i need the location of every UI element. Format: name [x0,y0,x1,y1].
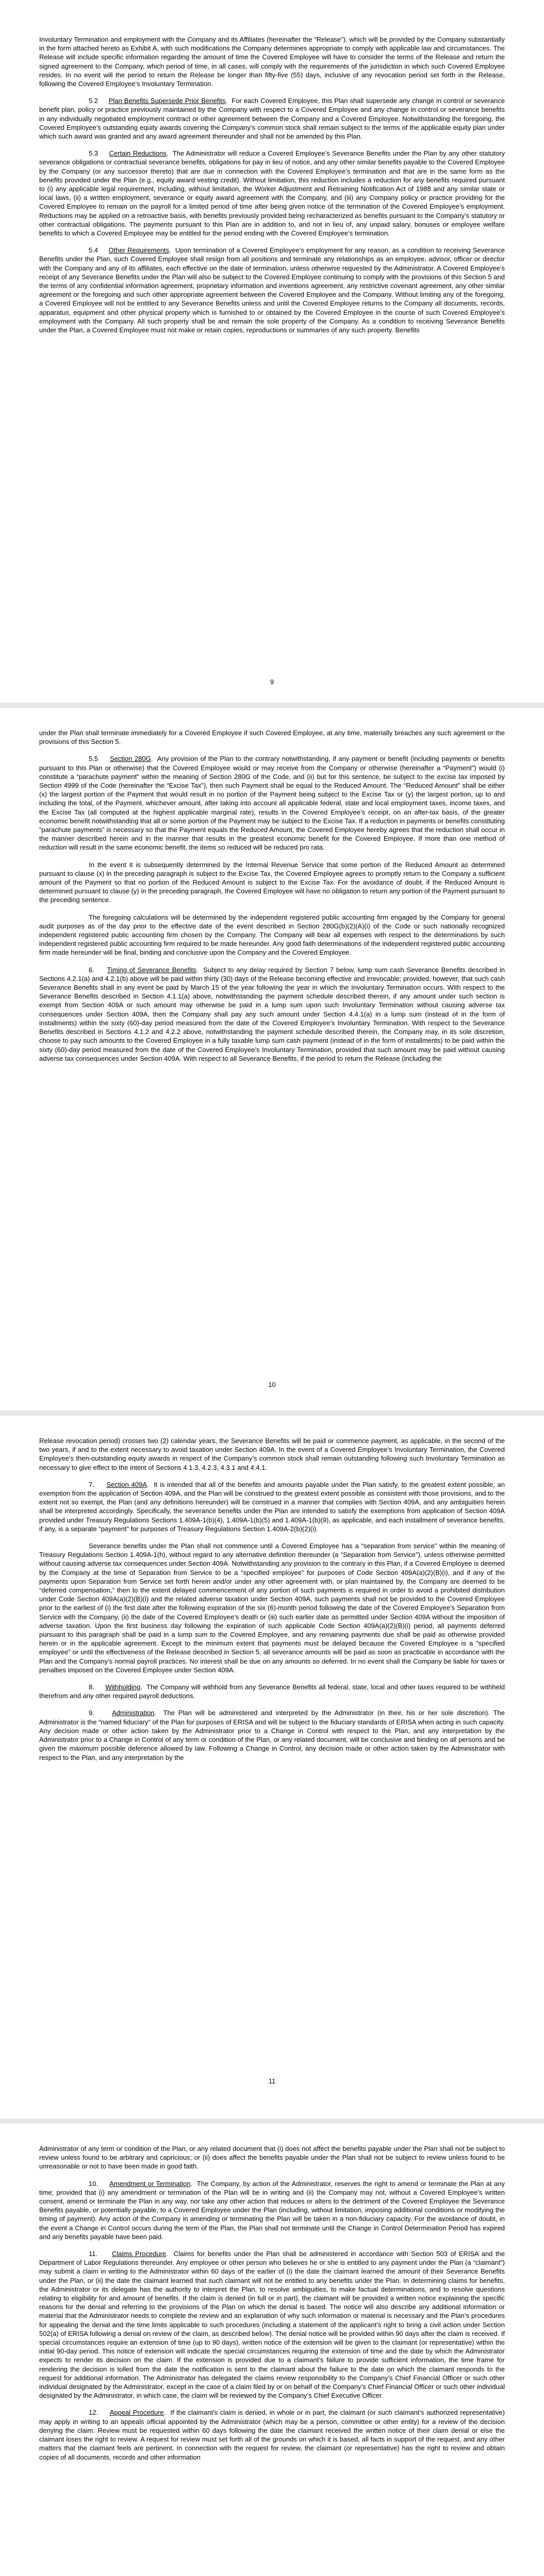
page [0,2124,544,2576]
section-paragraph: 5.4 Other Requirements. Upon termination of a Covered Employee’s employment for any reason, as a condition to receiving Severance Benefits under the Plan, such Covered Employee shall resign from all positions and terminate any relationships as an employee, advisor, officer or director with the Company and any of its affiliates, each effective on the date of termination, unless otherwise requested by the Administrator. A Covered Employee’s receipt of any Severance Benefits under the Plan will also be subject to the Covered Employee continuing to comply with the provisions of this Section 5 and the terms of any confidential information agreement, proprietary information and inventions agreement, any restrictive covenant agreement, any other similar agreement or the foregoing and such other appropriate agreement between the Covered Employee and the Company. Without limiting any of the foregoing, a Covered Employee will not be entitled to any Severance Benefits unless and until the Covered Employee returns to the Company all documents, records, apparatus, equipment and other physical property which is furnished to or obtained by the Covered Employee in the course of such Covered Employee’s employment with the Company. All such property shall be and remain the sole property of the Company. As a condition to receiving Severance Benefits under the Plan, a Covered Employee must not make or retain copies, reproductions or summaries of any such property. Benefits [39,246,505,334]
page [0,708,544,1411]
section-paragraph: 11. Claims Procedure. Claims for benefits under the Plan shall be administered in accordance with Section 503 of ERISA and the Department of Labor Regulations thereunder. Any employee or other person who believes he or she is entitled to any payment under the Plan (a “claimant”) may submit a claim in writing to the Administrator within 60 days of the earlier of (i) the date the claimant learned the amount of their Severance Benefits under the Plan, or (ii) the date the claimant learned that such claimant will not be entitled to any benefits under the Plan. In determining claims for benefits, the Administrator or its delegate has the authority to interpret the Plan, to resolve ambiguities, to make factual determinations, and to resolve questions relating to eligibility for and amount of benefits. If the claim is denied (in full or in part), the claimant will be provided a written notice explaining the specific reasons for the denial and referring to the provisions of the Plan on which the denial is based. The notice will also describe any additional information or material that the Administrator needs to complete the review and an explanation of why such information or material is necessary and the Plan’s procedures for appealing the denial and the time limits applicable to such procedures (including a statement of the applicant’s right to bring a civil action under Section 502(a) of ERISA following a denial on review of the claim, as described below). The denial notice will be provided within 90 days after the claim is received. If special circumstances require an extension of time (up to 90 days), written notice of the extension will be given to the claimant (or representative) within the initial 90-day period. This notice of extension will indicate the special circumstances requiring the extension of time and the date by which the Administrator expects to render its decision on the claim. If the extension is provided due to a claimant’s failure to provide sufficient information, the time frame for rendering the decision is tolled from the date the notification is sent to the claimant about the failure to the date on which the claimant responds to the request for additional information. The Administrator has delegated the claims review responsibility to the Company’s Chief Financial Officer or such other individual designated by the Administrator, except in the case of a claim filed by or on behalf of the Company’s Chief Financial Officer or such other individual designated by the Administrator, in which case, the claim will be reviewed by the Company’s Chief Executive Officer. [39,2250,505,2400]
section-number: 5.3 [89,149,98,158]
section-title: Other Requirements [108,246,170,255]
page [0,0,544,703]
section-text: Subject to any delay required by Section 7 below, lump sum cash Severance Benefits described in Sections 4.2.1(a) and 4.2.1(b) above will be paid within thirty (30) days of the Release becoming effective and irrevocable; provided, however, that such cash Severance Benefits shall in any event be paid by March 15 of the year following the year in which the Involuntary Termination occurs. With respect to the Severance Benefits described in Section 4.1.1(a) above, notwithstanding the payment schedule described therein, if any amount under such section is exempt from Section 409A or such amount may otherwise be paid in a lump sum upon such Involuntary Termination without causing adverse tax consequences under Section 409A, then the Company shall pay any such amount under Section 4.4.1(a) in a lump sum (instead of in the form of installments) within the sixty (60)-day period measured from the date of the Covered Employee’s Involuntary Termination. With respect to the Severance Benefits described in Sections 4.1.2 and 4.2.2 above, notwithstanding the payment schedule described therein, the Company may, in its sole discretion, choose to pay such amounts to the Covered Employee in a fully taxable lump sum cash payment (instead of in the form of installments) to be paid within the sixty (60)-day period measured from the date of the Covered Employee’s Involuntary Termination, provided that such amount may be paid without causing adverse tax consequences under Section 409A. With respect to all Severance Benefits, if the period to return the Release (including the [39,965,505,1062]
page-separator [0,2119,544,2124]
section-text: The Administrator will reduce a Covered Employee’s Severance Benefits under the Plan by any other statutory severance obligations or contractual severance benefits, obligations for pay in lieu of notice, and any other similar benefits payable to the Covered Employee by the Company (or any successor thereto) that are due in connection with the Covered Employee’s termination and that are in the same form as the benefits provided under the Plan (e.g., equity award vesting credit). Without limitation, this reduction includes a reduction for any benefits required pursuant to (i) any applicable legal requirement, including, without limitation, the Worker Adjustment and Retraining Notification Act of 1988 and any similar state or local laws, (ii) a written employment, severance or equity award agreement with the Company, and (iii) any Company policy or practice providing for the Covered Employee to remain on the payroll for a limited period of time after being given notice of the termination of the Covered Employee’s employment. Reductions may be applied on a retroactive basis, with benefits previously provided being recharacterized as benefits pursuant to the Company’s statutory or other contractual obligations. The payments pursuant to this Plan are in addition to, and not in lieu of, any unpaid salary, bonuses or employee welfare benefits to which a Covered Employee may be entitled for the period ending with the Covered Employee’s termination. [39,149,505,238]
section-title: Amendment or Termination [109,2179,191,2188]
section-number: 9. [89,1709,94,1717]
page-number: 11 [268,2077,276,2085]
section-number: 6. [89,965,94,974]
section-title: Timing of Severance Benefits [107,965,196,974]
section-paragraph: 9. Administration. The Plan will be administered and interpreted by the Administrator (in their, his or her sole discretion). The Administrator is the “named fiduciary” of the Plan for purposes of ERISA and will be subject to the fiduciary standards of ERISA when acting in such capacity. Any decision made or other action taken by the Administrator prior to a Change in Control with respect to the Plan, and any interpretation by the Administrator prior to a Change in Control of any term or condition of the Plan, or any related document, will be conclusive and binding on all persons and be given the maximum possible deference allowed by law. Following a Change in Control, any decision made or other action taken by the Administrator with respect to the Plan, and any interpretation by the [39,1709,505,1761]
section-paragraph: 7. Section 409A. It is intended that all of the benefits and amounts payable under the Plan satisfy, to the greatest extent possible, an exemption from the application of Section 409A, and the Plan will be construed to the greatest extent possible as consistent with those provisions, and to the extent not so exempt, the Plan (and any definitions hereunder) will be construed in a manner that complies with Section 409A, and any ambiguities herein shall be interpreted accordingly. Specifically, the severance benefits under the Plan are intended to satisfy the exemptions from application of Section 409A provided under Treasury Regulations Sections 1.409A-1(b)(4), 1.409A-1(b)(5) and 1.409A-1(b)(9), as applicable, and each installment of severance benefits, if any, is a separate “payment” for purposes of Treasury Regulations Section 1.409A-2(b)(2)(i). [39,1480,505,1533]
section-paragraph: 8. Withholding. The Company will withhold from any Severance Benefits all federal, state, local and other taxes required to be withheld therefrom and any other required payroll deductions. [39,1683,505,1700]
page [0,1416,544,2119]
section-text: Upon termination of a Covered Employee’s employment for any reason, as a condition to receiving Severance Benefits under the Plan, such Covered Employee shall resign from all positions and terminate any relationships as an employee, advisor, officer or director with the Company and any of its affiliates, each effective on the date of termination, unless otherwise requested by the Administrator. A Covered Employee’s receipt of any Severance Benefits under the Plan will also be subject to the Covered Employee continuing to comply with the provisions of this Section 5 and the terms of any confidential information agreement, proprietary information and inventions agreement, any restrictive covenant agreement, any other similar agreement or the foregoing and such other appropriate agreement between the Covered Employee and the Company. Without limiting any of the foregoing, a Covered Employee will not be entitled to any Severance Benefits unless and until the Covered Employee returns to the Company all documents, records, apparatus, equipment and other physical property which is furnished to or obtained by the Covered Employee in the course of such Covered Employee’s employment with the Company. All such property shall be and remain the sole property of the Company. As a condition to receiving Severance Benefits under the Plan, a Covered Employee must not make or retain copies, reproductions or summaries of any such property. Benefits [39,246,505,334]
section-text: The Plan will be administered and interpreted by the Administrator (in their, his or her sole discretion). The Administrator is the “named fiduciary” of the Plan for purposes of ERISA and will be subject to the fiduciary standards of ERISA when acting in such capacity. Any decision made or other action taken by the Administrator prior to a Change in Control with respect to the Plan, and any interpretation by the Administrator prior to a Change in Control of any term or condition of the Plan, or any related document, will be conclusive and binding on all persons and be given the maximum possible deference allowed by law. Following a Change in Control, any decision made or other action taken by the Administrator with respect to the Plan, and any interpretation by the [39,1709,505,1761]
section-number: 8. [89,1683,94,1691]
paragraph: Severance benefits under the Plan shall not commence until a Covered Employee has a “separation from service” within the meaning of Treasury Regulations Section 1.409A-1(h), without regard to any alternative definition thereunder (a “Separation from Service”), unless otherwise permitted without causing adverse tax consequences under Section 409A. Notwithstanding any provision to the contrary in this Plan, if a Covered Employee is deemed by the Company at the time of Separation from Service to be a “specified employee” for purposes of Code Section 409A(a)(2)(B)(i), and if any of the payments upon Separation from Service set forth herein and/or under any other agreement with, or plan maintained by, the Company are deemed to be “deferred compensation,” then to the extent delayed commencement of any portion of such payments is required in order to avoid a prohibited distribution under Code Section 409A(a)(2)(B)(i) and the related adverse taxation under Section 409A, such payments shall not be provided to the Covered Employee prior to the earliest of (i) the first date after the following expiration of the six (6)-month period following the date of the Covered Employee’s Separation from Service with the Company, (ii) the date of the Covered Employee’s death or (iii) such earlier date as permitted under Section 409A without the imposition of adverse taxation. Upon the first business day following the expiration of such applicable Code Section 409A(a)(2)(B)(i) period, all payments deferred pursuant to this paragraph shall be paid in a lump sum to the Covered Employee, and any remaining payments due shall be paid as otherwise provided herein or in the applicable agreement. Except to the minimum extent that payments must be delayed because the Covered Employee is a “specified employee” or until the effectiveness of the Release described in Section 5, all severance amounts will be paid as soon as practicable in accordance with the Plan and the Company’s normal payroll practices. No interest shall be due on any amounts so deferred. In no event shall the Company be liable for taxes or penalties imposed on the Covered Employee under Section 409A. [39,1542,505,1674]
section-title: Plan Benefits Supersede Prior Benefits [108,97,226,105]
section-number: 5.4 [89,246,98,255]
section-paragraph: 6. Timing of Severance Benefits. Subject to any delay required by Section 7 below, lump sum cash Severance Benefits described in Sections 4.2.1(a) and 4.2.1(b) above will be paid within thirty (30) days of the Release becoming effective and irrevocable; provided, however, that such cash Severance Benefits shall in any event be paid by March 15 of the year following the year in which the Involuntary Termination occurs. With respect to the Severance Benefits described in Section 4.1.1(a) above, notwithstanding the payment schedule described therein, if any amount under such section is exempt from Section 409A or such amount may otherwise be paid in a lump sum upon such Involuntary Termination without causing adverse tax consequences under Section 409A, then the Company shall pay any such amount under Section 4.4.1(a) in a lump sum (instead of in the form of installments) within the sixty (60)-day period measured from the date of the Covered Employee’s Involuntary Termination. With respect to the Severance Benefits described in Sections 4.1.2 and 4.2.2 above, notwithstanding the payment schedule described therein, the Company may, in its sole discretion, choose to pay such amounts to the Covered Employee in a fully taxable lump sum cash payment (instead of in the form of installments) to be paid within the sixty (60)-day period measured from the date of the Covered Employee’s Involuntary Termination, provided that such amount may be paid without causing adverse tax consequences under Section 409A. With respect to all Severance Benefits, if the period to return the Release (including the [39,965,505,1062]
section-paragraph: 10. Amendment or Termination. The Company, by action of the Administrator, reserves the right to amend or terminate the Plan at any time; provided that (i) any amendment or termination of the Plan will be in writing and (ii) the Company may not, without a Covered Employee’s written consent, amend or terminate the Plan in any way, nor take any other action that reduces or alters to the detriment of the Covered Employee the Severance Benefits payable, or potentially payable, to a Covered Employee under the Plan (including, without limitation, imposing additional conditions or modifying the timing of payment). Any action of the Company in amending or terminating the Plan will be taken in a non-fiduciary capacity. For the avoidance of doubt, in the event a Change in Control occurs during the term of the Plan, the Plan shall not terminate until the Change in Control Determination Period has expired and any benefits payable have been paid. [39,2179,505,2241]
page-separator [0,703,544,708]
section-title: Claims Procedure [111,2250,167,2258]
page-number: 9 [270,678,274,686]
section-title: Appeal Procedure [109,2409,164,2417]
page-body [39,1436,505,1770]
section-number: 11. [89,2250,98,2258]
paragraph: Release revocation period) crosses two (2) calendar years, the Severance Benefits will be paid or commence payment, as applicable, in the second of the two years, if and to the extent necessary to avoid taxation under Section 409A. In the event of a Covered Employee’s Involuntary Termination, the Covered Employee’s then-outstanding equity awards in respect of the Company’s common stock shall remain outstanding following such Involuntary Termination as necessary to give effect to the intent of Sections 4.1.3, 4.2.3, 4.3.1 and 4.4.1. [39,1437,505,1471]
section-text: Any provision of the Plan to the contrary notwithstanding, if any payment or benefit (including payments or benefits pursuant to this Plan or otherwise) that the Covered Employee would or may receive from the Company or otherwise (hereinafter a “Payment”) would (i) constitute a “parachute payment” within the meaning of Section 280G of the Code, and (ii) but for this sentence, be subject to the excise tax imposed by Section 4999 of the Code (hereinafter the “Excise Tax”), then such Payment shall be equal to the Reduced Amount. The “Reduced Amount” shall be either (x) the largest portion of the Payment that would result in no portion of the Payment being subject to the Excise Tax or (y) the largest portion, up to and including the total, of the Payment, whichever amount, after taking into account all applicable federal, state and local employment taxes, income taxes, and the Excise Tax (all computed at the highest applicable marginal rate), results in the Covered Employee’s receipt, on an after-tax basis, of the greater economic benefit notwithstanding that all or some portion of the Payment may be subject to the Excise Tax. If a reduction in payments or benefits constituting “parachute payments” is necessary so that the Payment equals the Reduced Amount, the Covered Employee hereby agrees that the reduction shall occur in the manner described herein and in the manner that results in the greatest economic benefit for the Covered Employee. If more than one method of reduction will result in the same economic benefit, the items so reduced will be reduced pro rata. [39,755,505,852]
section-paragraph: 5.3 Certain Reductions. The Administrator will reduce a Covered Employee’s Severance Benefits under the Plan by any other statutory severance obligations or contractual severance benefits, obligations for pay in lieu of notice, and any other similar benefits payable to the Covered Employee by the Company (or any successor thereto) that are due in connection with the Covered Employee’s termination and that are in the same form as the benefits provided under the Plan (e.g., equity award vesting credit). Without limitation, this reduction includes a reduction for any benefits required pursuant to (i) any applicable legal requirement, including, without limitation, the Worker Adjustment and Retraining Notification Act of 1988 and any similar state or local laws, (ii) a written employment, severance or equity award agreement with the Company, and (iii) any Company policy or practice providing for the Covered Employee to remain on the payroll for a limited period of time after being given notice of the termination of the Covered Employee’s employment. Reductions may be applied on a retroactive basis, with benefits previously provided being recharacterized as benefits pursuant to the Company’s statutory or other contractual obligations. The payments pursuant to this Plan are in addition to, and not in lieu of, any unpaid salary, bonuses or employee welfare benefits to which a Covered Employee may be entitled for the period ending with the Covered Employee’s termination. [39,149,505,238]
paragraph: Administrator of any term or condition of the Plan, or any related document that (i) does not affect the benefits payable under the Plan shall not be subject to review unless found to be arbitrary and capricious; or (ii) does affect the benefits payable under the Plan shall not be subject to review unless found to be unreasonable or not to have been made in good faith. [39,2145,505,2171]
section-paragraph: 12. Appeal Procedure. If the claimant’s claim is denied, in whole or in part, the claimant (or such claimant’s authorized representative) may apply in writing to an appeals official appointed by the Administrator (which may be a person, committee or other entity) for a review of the decision denying the claim. Review must be requested within 60 days following the date the claimant received the written notice of their claim denial or else the claimant loses the right to review. A request for review must set forth all of the grounds on which it is based, all facts in support of the request, and any other matters that the claimant feels are pertinent. In connection with the request for review, the claimant (or representative) has the right to review and obtain copies of all documents, records and other information [39,2409,505,2461]
paragraph: The foregoing calculations will be determined by the independent registered public accounting firm engaged by the Company for general audit purposes as of the day prior to the effective date of the event described in Section 280G(b)(2)(A)(i) of the Code or such nationally recognized independent registered public accounting firm chosen by the Company. The Company will bear all expenses with respect to the determinations by such independent registered public accounting firm required to be made hereunder. Any good faith determinations of the independent registered public accounting firm made hereunder will be final, binding and conclusive upon the Company and the Covered Employee. [39,913,505,957]
section-text: The Company, by action of the Administrator, reserves the right to amend or terminate the Plan at any time; provided that (i) any amendment or termination of the Plan will be in writing and (ii) the Company may not, without a Covered Employee’s written consent, amend or terminate the Plan in any way, nor take any other action that reduces or alters to the detriment of the Covered Employee the Severance Benefits payable, or potentially payable, to a Covered Employee under the Plan (including, without limitation, imposing additional conditions or modifying the timing of payment). Any action of the Company in amending or terminating the Plan will be taken in a non-fiduciary capacity. For the avoidance of doubt, in the event a Change in Control occurs during the term of the Plan, the Plan shall not terminate until the Change in Control Determination Period has expired and any benefits payable have been paid. [39,2179,505,2241]
paragraph: In the event it is subsequently determined by the Internal Revenue Service that some portion of the Reduced Amount as determined pursuant to clause (x) in the preceding paragraph is subject to the Excise Tax, the Covered Employee agrees to promptly return to the Company a sufficient amount of the Payment so that no portion of the Reduced Amount is subject to the Excise Tax. For the avoidance of doubt, if the Reduced Amount is determined pursuant to clause (y) in the preceding paragraph, the Covered Employee will have no obligation to return any portion of the Payment pursuant to the preceding sentence. [39,860,505,904]
section-number: 5.2 [89,97,98,105]
page-separator [0,1411,544,1416]
section-text: The Company will withhold from any Severance Benefits all federal, state, local and other taxes required to be withheld therefrom and any other required payroll deductions. [39,1683,505,1700]
section-number: 10. [89,2179,98,2188]
section-title: Section 409A [106,1480,147,1488]
section-title: Withholding [105,1683,141,1691]
paragraph: under the Plan shall terminate immediately for a Covered Employee if such Covered Employee, at any time, materially breaches any such agreement or the provisions of this Section 5. [39,729,505,746]
section-paragraph: 5.2 Plan Benefits Supersede Prior Benefits. For each Covered Employee, this Plan shall supersede any change in control or severance benefit plan, policy or practice previously maintained by the Company with respect to a Covered Employee and any change in control or severance benefits in any individually negotiated employment contract or other agreement between the Company and a Covered Employee. Notwithstanding the foregoing, the Covered Employee’s outstanding equity awards covering the Company’s common stock shall remain subject to the terms of the applicable equity plan under which such award was granted and any award agreement thereunder and shall not be amended by this Plan. [39,97,505,141]
section-title: Administration [112,1709,155,1717]
section-text: Claims for benefits under the Plan shall be administered in accordance with Section 503 of ERISA and the Department of Labor Regulations thereunder. Any employee or other person who believes he or she is entitled to any payment under the Plan (a “claimant”) may submit a claim in writing to the Administrator within 60 days of the earlier of (i) the date the claimant learned the amount of their Severance Benefits under the Plan, or (ii) the date the claimant learned that such claimant will not be entitled to any benefits under the Plan. In determining claims for benefits, the Administrator or its delegate has the authority to interpret the Plan, to resolve ambiguities, to make factual determinations, and to resolve questions relating to eligibility for and amount of benefits. If the claim is denied (in full or in part), the claimant will be provided a written notice explaining the specific reasons for the denial and referring to the provisions of the Plan on which the denial is based. The notice will also describe any additional information or material that the Administrator needs to complete the review and an explanation of why such information or material is necessary and the Plan’s procedures for appealing the denial and the time limits applicable to such procedures (including a statement of the applicant’s right to bring a civil action under Section 502(a) of ERISA following a denial on review of the claim, as described below). The denial notice will be provided within 90 days after the claim is received. If special circumstances require an extension of time (up to 90 days), written notice of the extension will be given to the claimant (or representative) within the initial 90-day period. This notice of extension will indicate the special circumstances requiring the extension of time and the date by which the Administrator expects to render its decision on the claim. If the extension is provided due to a claimant’s failure to provide sufficient information, the time frame for rendering the decision is tolled from the date the notification is sent to the claimant about the failure to the date on which the claimant responds to the request for additional information. The Administrator has delegated the claims review responsibility to the Company’s Chief Financial Officer or such other individual designated by the Administrator, except in the case of a claim filed by or on behalf of the Company’s Chief Financial Officer or such other individual designated by the Administrator, in which case, the claim will be reviewed by the Company’s Chief Executive Officer. [39,2250,505,2400]
page-body [39,2144,505,2470]
section-text: If the claimant’s claim is denied, in whole or in part, the claimant (or such claimant’s authorized representative) may apply in writing to an appeals official appointed by the Administrator (which may be a person, committee or other entity) for a review of the decision denying the claim. Review must be requested within 60 days following the date the claimant received the written notice of their claim denial or else the claimant loses the right to review. A request for review must set forth all of the grounds on which it is based, all facts in support of the request, and any other matters that the claimant feels are pertinent. In connection with the request for review, the claimant (or representative) has the right to review and obtain copies of all documents, records and other information [39,2409,505,2461]
section-number: 5.5 [89,755,98,763]
section-text: It is intended that all of the benefits and amounts payable under the Plan satisfy, to the greatest extent possible, an exemption from the application of Section 409A, and the Plan will be construed to the greatest extent possible as consistent with those provisions, and to the extent not so exempt, the Plan (and any definitions hereunder) will be construed in a manner that complies with Section 409A, and any ambiguities herein shall be interpreted accordingly. Specifically, the severance benefits under the Plan are intended to satisfy the exemptions from application of Section 409A provided under Treasury Regulations Sections 1.409A-1(b)(4), 1.409A-1(b)(5) and 1.409A-1(b)(9), as applicable, and each installment of severance benefits, if any, is a separate “payment” for purposes of Treasury Regulations Section 1.409A-2(b)(2)(i). [39,1480,505,1533]
section-title: Certain Reductions [109,149,167,158]
section-paragraph: 5.5 Section 280G. Any provision of the Plan to the contrary notwithstanding, if any payment or benefit (including payments or benefits pursuant to this Plan or otherwise) that the Covered Employee would or may receive from the Company or otherwise (hereinafter a “Payment”) would (i) constitute a “parachute payment” within the meaning of Section 280G of the Code, and (ii) but for this sentence, be subject to the excise tax imposed by Section 4999 of the Code (hereinafter the “Excise Tax”), then such Payment shall be equal to the Reduced Amount. The “Reduced Amount” shall be either (x) the largest portion of the Payment that would result in no portion of the Payment being subject to the Excise Tax or (y) the largest portion, up to and including the total, of the Payment, whichever amount, after taking into account all applicable federal, state and local employment taxes, income taxes, and the Excise Tax (all computed at the highest applicable marginal rate), results in the Covered Employee’s receipt, on an after-tax basis, of the greater economic benefit notwithstanding that all or some portion of the Payment may be subject to the Excise Tax. If a reduction in payments or benefits constituting “parachute payments” is necessary so that the Payment equals the Reduced Amount, the Covered Employee hereby agrees that the reduction shall occur in the manner described herein and in the manner that results in the greatest economic benefit for the Covered Employee. If more than one method of reduction will result in the same economic benefit, the items so reduced will be reduced pro rata. [39,755,505,852]
page-number: 10 [268,1381,276,1388]
paragraph: Involuntary Termination and employment with the Company and its Affiliates (hereinafter the “Release”), which will be provided by the Company substantially in the form attached hereto as Exhibit A, with such modifications the Company determines appropriate to comply with applicable law and circumstances. The Release will include specific information regarding the amount of time the Covered Employee will have to consider the terms of the Release and return the signed agreement to the Company, which period of time, in all cases, will comply with the requirements of the jurisdiction in which such Covered Employee resides. In no event will the period to return the Release be longer than fifty-five (55) days, inclusive of any revocation period set forth in the Release, following the Covered Employee’s Involuntary Termination. [39,36,505,88]
page-body [39,35,505,343]
section-title: Section 280G [110,755,151,763]
section-number: 7. [89,1480,94,1488]
section-number: 12. [89,2409,98,2417]
section-text: For each Covered Employee, this Plan shall supersede any change in control or severance benefit plan, policy or practice previously maintained by the Company with respect to a Covered Employee and any change in control or severance benefits in any individually negotiated employment contract or other agreement between the Company and a Covered Employee. Notwithstanding the foregoing, the Covered Employee’s outstanding equity awards covering the Company’s common stock shall remain subject to the terms of the applicable equity plan under which such award was granted and any award agreement thereunder and shall not be amended by this Plan. [39,97,505,141]
page-body [39,728,505,1071]
